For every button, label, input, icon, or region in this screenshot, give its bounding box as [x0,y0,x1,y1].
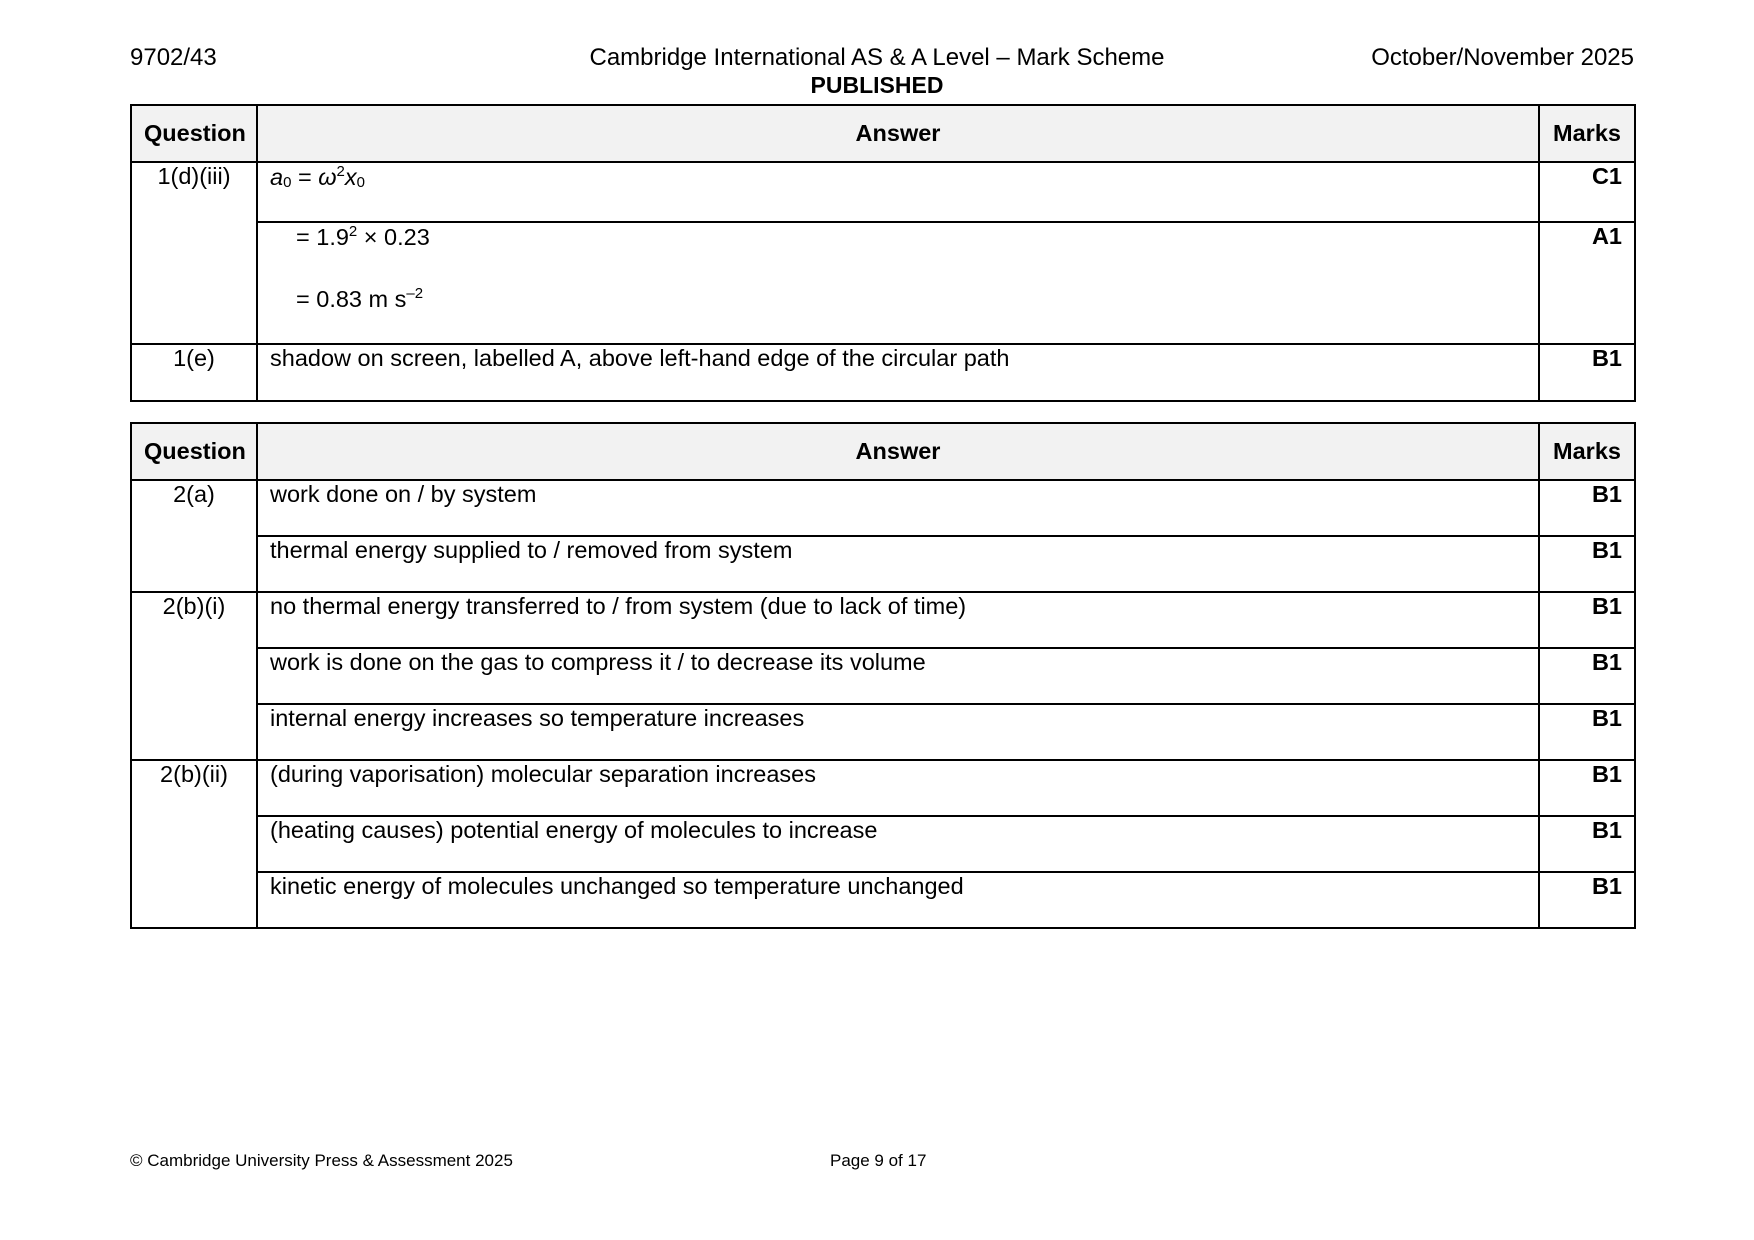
substitution-line [270,223,1526,251]
exam-session: October/November 2025 [1371,44,1634,71]
mark-value: A1 [1539,222,1635,344]
table-row [131,760,1635,816]
question-label: 2(a) [131,480,257,592]
result-line [270,285,1526,313]
table-header-row [131,423,1635,480]
table-row [131,162,1635,222]
answer-cell [257,222,1539,344]
question-label: 1(d)(iii) [131,162,257,344]
answer-cell: work is done on the gas to compress it / to decrease its volume [257,648,1539,704]
answer-cell: (during vaporisation) molecular separation increases [257,760,1539,816]
answer-cell: work done on / by system [257,480,1539,536]
answer-cell: no thermal energy transferred to / from system (due to lack of time) [257,592,1539,648]
table-row [131,480,1635,536]
formula-a: a [270,164,284,190]
mark-value: B1 [1539,536,1635,592]
formula-equals: = [291,164,319,190]
substitution-rest: × 0.23 [357,224,430,250]
table-row [131,704,1635,760]
table-header-row [131,105,1635,162]
formula-a-subscript: 0 [283,174,292,191]
mark-value: B1 [1539,760,1635,816]
paper-code: 9702/43 [130,44,217,71]
answer-cell: (heating causes) potential energy of molecules to increase [257,816,1539,872]
question-label: 1(e) [131,344,257,401]
result-superscript: –2 [406,285,424,302]
mark-scheme-table-1 [130,104,1636,402]
table-row [131,816,1635,872]
formula-x: x [344,164,357,190]
question-label: 2(b)(ii) [131,760,257,928]
table-row [131,592,1635,648]
column-header-marks: Marks [1539,423,1635,480]
column-header-answer: Answer [257,105,1539,162]
formula-omega-superscript: 2 [336,163,345,180]
answer-cell [257,162,1539,222]
mark-value: B1 [1539,816,1635,872]
table-row [131,536,1635,592]
column-header-answer: Answer [257,423,1539,480]
copyright-notice: © Cambridge University Press & Assessment 2025 [130,1151,513,1170]
mark-value: B1 [1539,480,1635,536]
table-row [131,872,1635,928]
mark-value: B1 [1539,344,1635,401]
formula-x-subscript: 0 [356,174,365,191]
mark-value: C1 [1539,162,1635,222]
formula-omega: ω [318,164,337,190]
table-row [131,344,1635,401]
column-header-question: Question [131,423,257,480]
mark-value: B1 [1539,704,1635,760]
substitution-superscript: 2 [348,223,358,240]
answer-cell: shadow on screen, labelled A, above left-hand edge of the circular path [257,344,1539,401]
column-header-marks: Marks [1539,105,1635,162]
document-title-text: Cambridge International AS & A Level – Mark Scheme [589,44,1165,71]
question-label: 2(b)(i) [131,592,257,760]
answer-cell: internal energy increases so temperature increases [257,704,1539,760]
formula [270,164,365,190]
answer-cell: thermal energy supplied to / removed from system [257,536,1539,592]
answer-cell: kinetic energy of molecules unchanged so temperature unchanged [257,872,1539,928]
mark-value: B1 [1539,872,1635,928]
mark-value: B1 [1539,592,1635,648]
table-row [131,222,1635,344]
substitution-text: = 1.9 [296,224,349,250]
column-header-question: Question [131,105,257,162]
published-label: PUBLISHED [810,72,944,98]
mark-scheme-table-2 [130,422,1636,929]
page-number: Page 9 of 17 [830,1151,927,1170]
result-text: = 0.83 m s [296,286,407,312]
table-row [131,648,1635,704]
mark-value: B1 [1539,648,1635,704]
